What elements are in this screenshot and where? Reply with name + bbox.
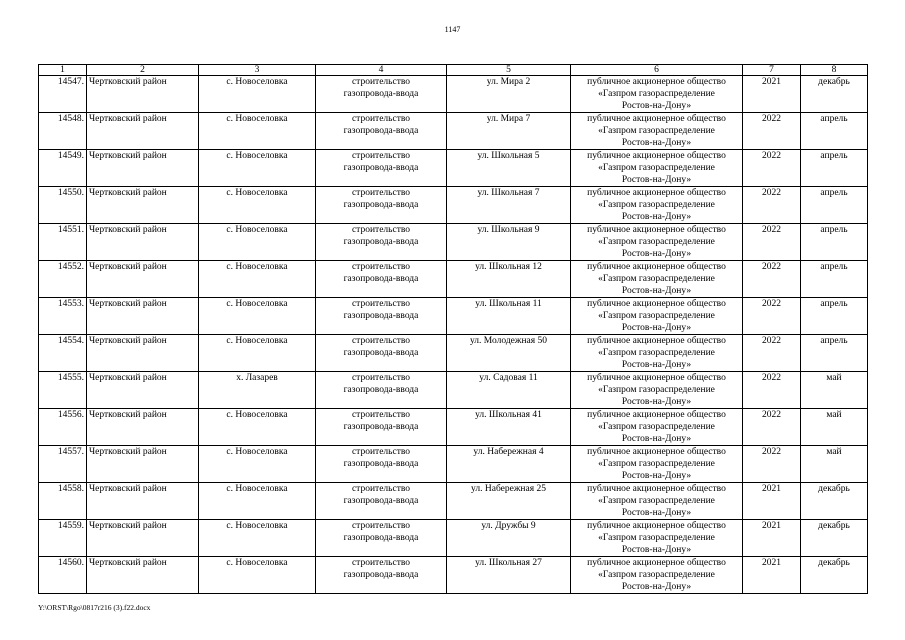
organization-cell-line: Ростов-на-Дону» (621, 101, 692, 111)
table-row (39, 483, 868, 520)
year-cell: 2022 (743, 224, 801, 261)
month-cell: апрель (801, 224, 868, 261)
month-cell: май (801, 409, 868, 446)
work-type-cell-line: строительство (351, 299, 411, 309)
settlement-cell: х. Лазарев (199, 372, 316, 409)
month-cell: апрель (801, 150, 868, 187)
work-type-cell-line: строительство (351, 262, 411, 272)
column-header-5: 5 (447, 65, 571, 76)
organization-cell-line: публичное акционерное общество (587, 114, 726, 124)
work-type-cell-line: газопровода-ввода (343, 385, 419, 395)
month-cell: апрель (801, 298, 868, 335)
row-number-cell: 14549. (39, 150, 87, 187)
organization-cell-line: Ростов-на-Дону» (621, 286, 692, 296)
organization-cell (571, 187, 743, 224)
organization-cell-line: Ростов-на-Дону» (621, 212, 692, 222)
row-number-cell: 14559. (39, 520, 87, 557)
month-cell: декабрь (801, 483, 868, 520)
year-cell: 2021 (743, 483, 801, 520)
settlement-cell: с. Новоселовка (199, 187, 316, 224)
page-number: 1147 (444, 25, 461, 34)
column-header-7: 7 (743, 65, 801, 76)
table-row (39, 372, 868, 409)
organization-cell-line: Ростов-на-Дону» (621, 471, 692, 481)
organization-cell (571, 224, 743, 261)
address-cell: ул. Молодежная 50 (447, 335, 571, 372)
row-number-cell: 14556. (39, 409, 87, 446)
organization-cell-line: Ростов-на-Дону» (621, 397, 692, 407)
address-cell: ул. Набережная 25 (447, 483, 571, 520)
settlement-cell: с. Новоселовка (199, 483, 316, 520)
organization-cell-line: Ростов-на-Дону» (621, 249, 692, 259)
organization-cell-line: Ростов-на-Дону» (621, 434, 692, 444)
gas-pipeline-table (38, 64, 868, 594)
work-type-cell-line: строительство (351, 521, 411, 531)
row-number-cell: 14550. (39, 187, 87, 224)
district-cell: Чертковский район (87, 298, 199, 335)
year-cell: 2022 (743, 113, 801, 150)
row-number-cell: 14554. (39, 335, 87, 372)
work-type-cell-line: строительство (351, 225, 411, 235)
table-row (39, 150, 868, 187)
year-cell: 2022 (743, 446, 801, 483)
organization-cell-line: «Газпром газораспределение (598, 163, 715, 173)
work-type-cell-line: строительство (351, 151, 411, 161)
row-number-cell: 14553. (39, 298, 87, 335)
table-row (39, 446, 868, 483)
work-type-cell-line: газопровода-ввода (343, 200, 419, 210)
organization-cell-line: публичное акционерное общество (587, 410, 726, 420)
settlement-cell: с. Новоселовка (199, 409, 316, 446)
organization-cell-line: Ростов-на-Дону» (621, 323, 692, 333)
organization-cell-line: публичное акционерное общество (587, 151, 726, 161)
work-type-cell (316, 409, 447, 446)
organization-cell-line: «Газпром газораспределение (598, 311, 715, 321)
year-cell: 2021 (743, 520, 801, 557)
work-type-cell (316, 446, 447, 483)
work-type-cell-line: строительство (351, 484, 411, 494)
organization-cell-line: публичное акционерное общество (587, 521, 726, 531)
organization-cell-line: «Газпром газораспределение (598, 89, 715, 99)
row-number-cell: 14557. (39, 446, 87, 483)
organization-cell-line: публичное акционерное общество (587, 225, 726, 235)
work-type-cell (316, 520, 447, 557)
organization-cell-line: публичное акционерное общество (587, 77, 726, 87)
address-cell: ул. Школьная 11 (447, 298, 571, 335)
table-row (39, 76, 868, 113)
settlement-cell: с. Новоселовка (199, 150, 316, 187)
address-cell: ул. Мира 2 (447, 76, 571, 113)
work-type-cell-line: газопровода-ввода (343, 126, 419, 136)
organization-cell (571, 76, 743, 113)
organization-cell-line: публичное акционерное общество (587, 484, 726, 494)
month-cell: апрель (801, 335, 868, 372)
row-number-cell: 14555. (39, 372, 87, 409)
work-type-cell (316, 298, 447, 335)
organization-cell-line: Ростов-на-Дону» (621, 175, 692, 185)
address-cell: ул. Школьная 41 (447, 409, 571, 446)
table-row (39, 261, 868, 298)
work-type-cell-line: строительство (351, 558, 411, 568)
year-cell: 2022 (743, 372, 801, 409)
organization-cell (571, 335, 743, 372)
address-cell: ул. Садовая 11 (447, 372, 571, 409)
row-number-cell: 14558. (39, 483, 87, 520)
table-body (39, 76, 868, 594)
work-type-cell-line: газопровода-ввода (343, 163, 419, 173)
work-type-cell-line: газопровода-ввода (343, 459, 419, 469)
month-cell: декабрь (801, 520, 868, 557)
work-type-cell (316, 224, 447, 261)
organization-cell (571, 113, 743, 150)
settlement-cell: с. Новоселовка (199, 520, 316, 557)
settlement-cell: с. Новоселовка (199, 113, 316, 150)
work-type-cell-line: газопровода-ввода (343, 533, 419, 543)
district-cell: Чертковский район (87, 483, 199, 520)
organization-cell-line: «Газпром газораспределение (598, 496, 715, 506)
footer-file-path: Y:\ORST\Rgo\0817r216 (3).f22.docx (38, 603, 151, 612)
organization-cell-line: «Газпром газораспределение (598, 533, 715, 543)
organization-cell-line: Ростов-на-Дону» (621, 508, 692, 518)
organization-cell (571, 483, 743, 520)
organization-cell-line: публичное акционерное общество (587, 262, 726, 272)
district-cell: Чертковский район (87, 446, 199, 483)
work-type-cell-line: строительство (351, 77, 411, 87)
district-cell: Чертковский район (87, 76, 199, 113)
address-cell: ул. Школьная 27 (447, 557, 571, 594)
address-cell: ул. Школьная 7 (447, 187, 571, 224)
organization-cell (571, 261, 743, 298)
district-cell: Чертковский район (87, 409, 199, 446)
work-type-cell-line: строительство (351, 114, 411, 124)
organization-cell (571, 520, 743, 557)
year-cell: 2022 (743, 261, 801, 298)
table-row (39, 335, 868, 372)
organization-cell (571, 446, 743, 483)
work-type-cell-line: строительство (351, 447, 411, 457)
work-type-cell-line: газопровода-ввода (343, 311, 419, 321)
organization-cell (571, 409, 743, 446)
year-cell: 2021 (743, 557, 801, 594)
organization-cell-line: публичное акционерное общество (587, 188, 726, 198)
organization-cell-line: «Газпром газораспределение (598, 459, 715, 469)
column-header-1: 1 (39, 65, 87, 76)
address-cell: ул. Дружбы 9 (447, 520, 571, 557)
table-header (39, 65, 868, 76)
organization-cell-line: «Газпром газораспределение (598, 200, 715, 210)
table-row (39, 409, 868, 446)
year-cell: 2022 (743, 187, 801, 224)
work-type-cell-line: строительство (351, 188, 411, 198)
settlement-cell: с. Новоселовка (199, 224, 316, 261)
column-header-8: 8 (801, 65, 868, 76)
organization-cell-line: Ростов-на-Дону» (621, 545, 692, 555)
year-cell: 2022 (743, 409, 801, 446)
month-cell: декабрь (801, 76, 868, 113)
work-type-cell (316, 372, 447, 409)
work-type-cell (316, 150, 447, 187)
organization-cell-line: публичное акционерное общество (587, 558, 726, 568)
table-row (39, 187, 868, 224)
table-row (39, 113, 868, 150)
organization-cell-line: Ростов-на-Дону» (621, 360, 692, 370)
organization-cell-line: «Газпром газораспределение (598, 348, 715, 358)
column-header-3: 3 (199, 65, 316, 76)
district-cell: Чертковский район (87, 372, 199, 409)
address-cell: ул. Набережная 4 (447, 446, 571, 483)
organization-cell-line: «Газпром газораспределение (598, 385, 715, 395)
row-number-cell: 14560. (39, 557, 87, 594)
month-cell: апрель (801, 113, 868, 150)
address-cell: ул. Школьная 12 (447, 261, 571, 298)
column-header-6: 6 (571, 65, 743, 76)
year-cell: 2022 (743, 150, 801, 187)
settlement-cell: с. Новоселовка (199, 446, 316, 483)
settlement-cell: с. Новоселовка (199, 261, 316, 298)
district-cell: Чертковский район (87, 224, 199, 261)
address-cell: ул. Мира 7 (447, 113, 571, 150)
organization-cell (571, 298, 743, 335)
month-cell: декабрь (801, 557, 868, 594)
address-cell: ул. Школьная 5 (447, 150, 571, 187)
district-cell: Чертковский район (87, 557, 199, 594)
row-number-cell: 14547. (39, 76, 87, 113)
year-cell: 2022 (743, 335, 801, 372)
work-type-cell (316, 76, 447, 113)
work-type-cell-line: газопровода-ввода (343, 274, 419, 284)
work-type-cell (316, 187, 447, 224)
year-cell: 2022 (743, 298, 801, 335)
table-row (39, 298, 868, 335)
organization-cell-line: публичное акционерное общество (587, 299, 726, 309)
address-cell: ул. Школьная 9 (447, 224, 571, 261)
organization-cell (571, 372, 743, 409)
work-type-cell-line: строительство (351, 336, 411, 346)
month-cell: май (801, 446, 868, 483)
work-type-cell-line: газопровода-ввода (343, 348, 419, 358)
organization-cell-line: «Газпром газораспределение (598, 274, 715, 284)
month-cell: май (801, 372, 868, 409)
organization-cell-line: «Газпром газораспределение (598, 422, 715, 432)
work-type-cell (316, 113, 447, 150)
work-type-cell (316, 483, 447, 520)
month-cell: апрель (801, 187, 868, 224)
year-cell: 2021 (743, 76, 801, 113)
table-row (39, 520, 868, 557)
header-row (39, 65, 868, 76)
row-number-cell: 14548. (39, 113, 87, 150)
table-row (39, 224, 868, 261)
settlement-cell: с. Новоселовка (199, 76, 316, 113)
work-type-cell-line: газопровода-ввода (343, 89, 419, 99)
work-type-cell-line: строительство (351, 373, 411, 383)
settlement-cell: с. Новоселовка (199, 335, 316, 372)
table-row (39, 557, 868, 594)
work-type-cell-line: газопровода-ввода (343, 496, 419, 506)
settlement-cell: с. Новоселовка (199, 298, 316, 335)
month-cell: апрель (801, 261, 868, 298)
settlement-cell: с. Новоселовка (199, 557, 316, 594)
organization-cell-line: Ростов-на-Дону» (621, 138, 692, 148)
work-type-cell (316, 335, 447, 372)
work-type-cell-line: газопровода-ввода (343, 422, 419, 432)
district-cell: Чертковский район (87, 261, 199, 298)
organization-cell-line: «Газпром газораспределение (598, 237, 715, 247)
organization-cell-line: Ростов-на-Дону» (621, 582, 692, 592)
district-cell: Чертковский район (87, 113, 199, 150)
organization-cell-line: публичное акционерное общество (587, 447, 726, 457)
row-number-cell: 14552. (39, 261, 87, 298)
organization-cell-line: публичное акционерное общество (587, 336, 726, 346)
organization-cell (571, 150, 743, 187)
organization-cell-line: публичное акционерное общество (587, 373, 726, 383)
organization-cell-line: «Газпром газораспределение (598, 570, 715, 580)
work-type-cell-line: строительство (351, 410, 411, 420)
row-number-cell: 14551. (39, 224, 87, 261)
district-cell: Чертковский район (87, 335, 199, 372)
column-header-2: 2 (87, 65, 199, 76)
work-type-cell (316, 261, 447, 298)
district-cell: Чертковский район (87, 187, 199, 224)
district-cell: Чертковский район (87, 150, 199, 187)
organization-cell-line: «Газпром газораспределение (598, 126, 715, 136)
work-type-cell-line: газопровода-ввода (343, 570, 419, 580)
work-type-cell (316, 557, 447, 594)
district-cell: Чертковский район (87, 520, 199, 557)
column-header-4: 4 (316, 65, 447, 76)
work-type-cell-line: газопровода-ввода (343, 237, 419, 247)
organization-cell (571, 557, 743, 594)
